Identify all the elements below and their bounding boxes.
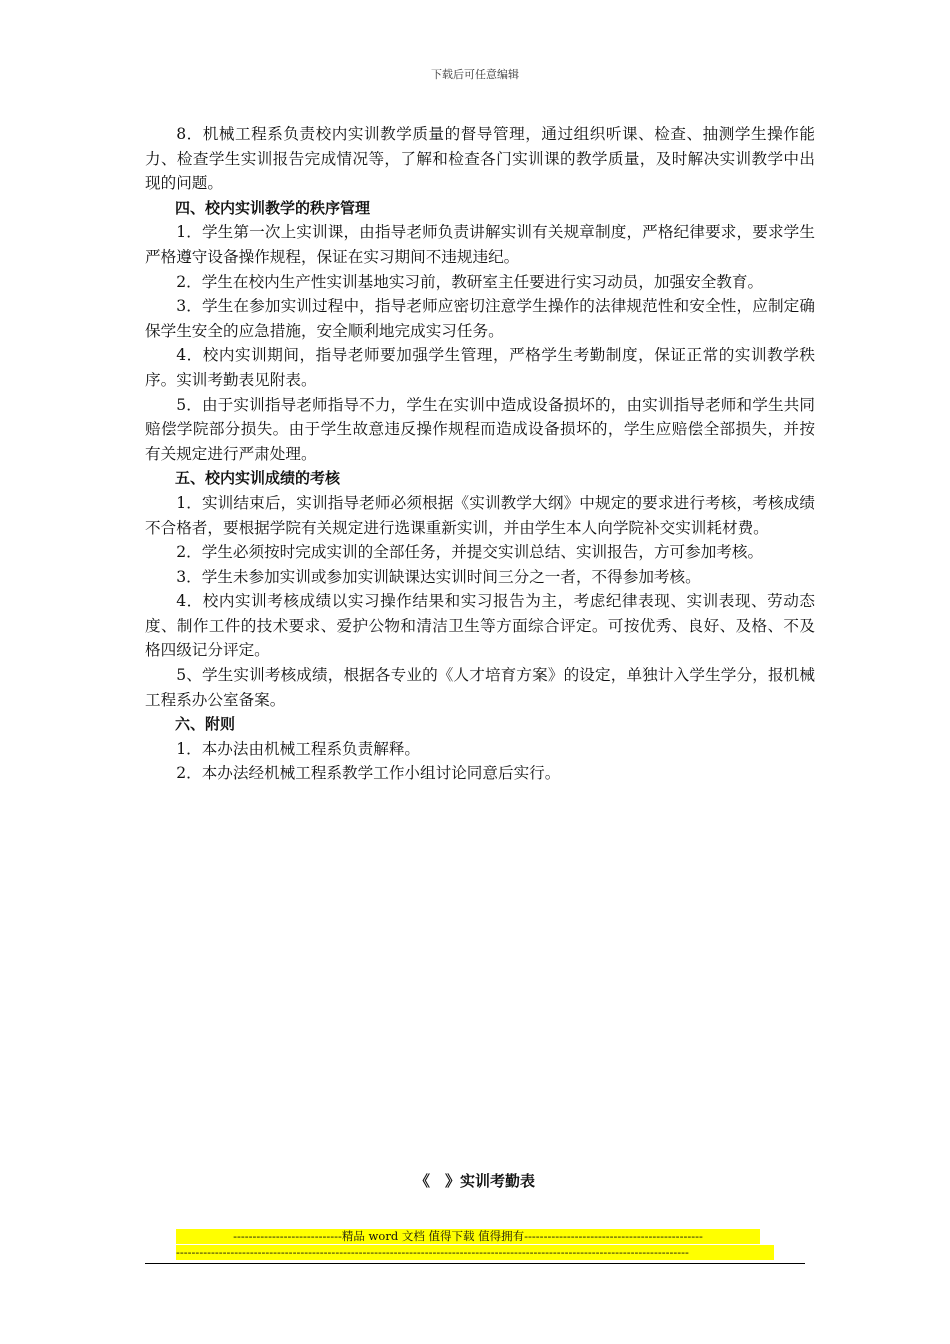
paragraph-4-1: 1．学生第一次上实训课，由指导老师负责讲解实训有关规章制度，严格纪律要求，要求学生严格遵守设备操作规程，保证在实习期间不违规违纪。: [145, 223, 815, 266]
paragraph-8-supervision: 8．机械工程系负责校内实训教学质量的督导管理，通过组织听课、检查、抽测学生操作能力、检查学生实训报告完成情况等，了解和检查各门实训课的教学质量，及时解决实训教学中出现的问题。: [145, 125, 815, 193]
section-heading-5: 五、校内实训成绩的考核: [175, 469, 341, 488]
paragraph-5-1: 1．实训结束后，实训指导老师必须根据《实训教学大纲》中规定的要求进行考核，考核成绩不合格者，要根据学院有关规定进行选课重新实训，并由学生本人向学院补交实训耗材费。: [145, 493, 815, 537]
footer-banner-line-2: ------------------------------------------------------------------------------------------------------------------------------------: [176, 1245, 774, 1260]
paragraph-4-2: 2．学生在校内生产性实训基地实习前，教研室主任要进行实习动员，加强安全教育。: [176, 272, 764, 291]
footer-banner-line-1: ----------------------------精品 word 文档 值得下载 值得拥有----------------------------------------------: [176, 1229, 760, 1244]
paragraph-5-5: 5、学生实训考核成绩，根据各专业的《人才培育方案》的设定，单独计入学生学分，报机械工程系办公室备案。: [145, 666, 815, 709]
header-note: 下载后可任意编辑: [431, 68, 519, 81]
section-heading-4: 四、校内实训教学的秩序管理: [175, 198, 371, 217]
paragraph-4-5: 5．由于实训指导老师指导不力，学生在实训中造成设备损坏的，由实训指导老师和学生共同赔偿学院部分损失。由于学生故意违反操作规程而造成设备损坏的，学生应赔偿全部损失，并按有关规定进行严肃处理。: [145, 395, 815, 463]
paragraph-5-4: 4．校内实训考核成绩以实习操作结果和实习报告为主，考虑纪律表现、实训表现、劳动态度、制作工件的技术要求、爱护公物和清洁卫生等方面综合评定。可按优秀、良好、及格、不及格四级记分评定。: [145, 592, 815, 660]
document-body: [145, 122, 815, 786]
attendance-table-title: 《 》实训考勤表: [414, 1172, 535, 1190]
paragraph-5-3: 3．学生未参加实训或参加实训缺课达实训时间三分之一者，不得参加考核。: [176, 567, 701, 586]
paragraph-6-1: 1．本办法由机械工程系负责解释。: [176, 739, 421, 758]
paragraph-6-2: 2．本办法经机械工程系教学工作小组讨论同意后实行。: [176, 764, 561, 783]
paragraph-4-3: 3．学生在参加实训过程中，指导老师应密切注意学生操作的法律规范性和安全性，应制定确保学生安全的应急措施，安全顺利地完成实习任务。: [145, 297, 815, 340]
page-bottom-divider: [145, 1263, 805, 1264]
section-heading-6: 六、附则: [175, 715, 236, 734]
paragraph-4-4: 4．校内实训期间，指导老师要加强学生管理，严格学生考勤制度，保证正常的实训教学秩序。实训考勤表见附表。: [145, 346, 815, 389]
paragraph-5-2: 2．学生必须按时完成实训的全部任务，并提交实训总结、实训报告，方可参加考核。: [176, 543, 764, 562]
